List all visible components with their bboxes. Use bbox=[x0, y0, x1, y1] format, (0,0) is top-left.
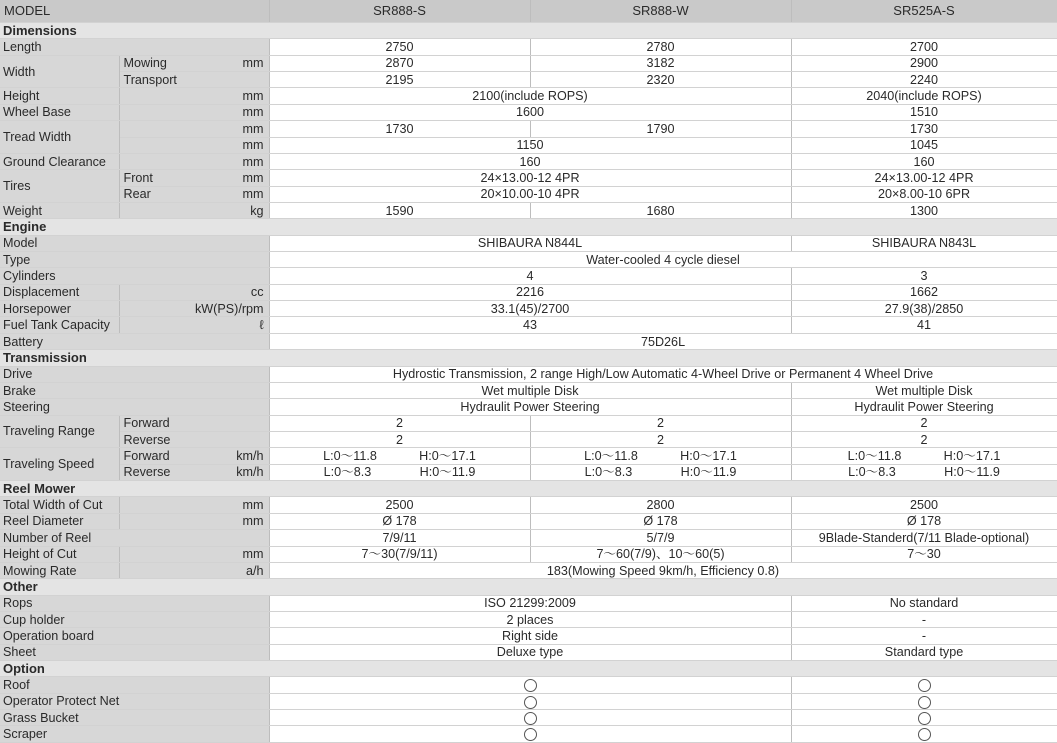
row-label: Height of Cut bbox=[0, 546, 119, 562]
row-label: Ground Clearance bbox=[0, 153, 119, 169]
spec-row-cup-holder bbox=[0, 611, 1057, 627]
spec-value: 1045 bbox=[791, 137, 1057, 153]
row-label: Brake bbox=[0, 382, 269, 398]
row-label: Horsepower bbox=[0, 301, 119, 317]
unit-label: kg bbox=[119, 202, 269, 218]
section-option bbox=[0, 661, 1057, 677]
spec-value: 75D26L bbox=[269, 333, 1057, 349]
spec-value: 33.1(45)/2700 bbox=[269, 301, 791, 317]
row-label: Cup holder bbox=[0, 611, 269, 627]
spec-row-operation-board bbox=[0, 628, 1057, 644]
spec-value: L:0〜11.8 H:0〜17.1 bbox=[269, 448, 530, 464]
section-engine bbox=[0, 219, 1057, 235]
spec-value: 2800 bbox=[530, 497, 791, 513]
row-label: Total Width of Cut bbox=[0, 497, 119, 513]
section-reel-mower bbox=[0, 481, 1057, 497]
spec-value: 2700 bbox=[791, 39, 1057, 55]
spec-value: 2240 bbox=[791, 72, 1057, 88]
spec-row-engine-model bbox=[0, 235, 1057, 251]
row-label: Battery bbox=[0, 333, 269, 349]
spec-value: Wet multiple Disk bbox=[269, 382, 791, 398]
row-sublabel: Mowing mm bbox=[119, 55, 269, 71]
circle-icon bbox=[918, 712, 931, 725]
spec-value: 7〜60(7/9)、10〜60(5) bbox=[530, 546, 791, 562]
row-sublabel: Forward km/h bbox=[119, 448, 269, 464]
spec-row-tread-front bbox=[0, 121, 1057, 137]
spec-row-speed-forward bbox=[0, 448, 1057, 464]
section-transmission bbox=[0, 350, 1057, 366]
spec-row-steering bbox=[0, 399, 1057, 415]
spec-row-mowing-rate bbox=[0, 562, 1057, 578]
spec-value: - bbox=[791, 628, 1057, 644]
spec-value: SHIBAURA N843L bbox=[791, 235, 1057, 251]
spec-value: Hydrostic Transmission, 2 range High/Low Automatic 4-Wheel Drive or Permanent 4 Wheel Drive bbox=[269, 366, 1057, 382]
row-label: Roof bbox=[0, 677, 269, 693]
spec-row-speed-reverse bbox=[0, 464, 1057, 480]
spec-value: No standard bbox=[791, 595, 1057, 611]
spec-row-fuel-tank bbox=[0, 317, 1057, 333]
row-label: Scraper bbox=[0, 726, 269, 742]
model-header-label: MODEL bbox=[0, 0, 269, 23]
spec-value: 27.9(38)/2850 bbox=[791, 301, 1057, 317]
row-label: Model bbox=[0, 235, 269, 251]
spec-value: 2 bbox=[530, 415, 791, 431]
circle-icon bbox=[524, 679, 537, 692]
available-mark bbox=[791, 693, 1057, 709]
row-sublabel: Forward bbox=[119, 415, 269, 431]
spec-value: 3182 bbox=[530, 55, 791, 71]
spec-row-reel-diameter bbox=[0, 513, 1057, 529]
spec-value: 1730 bbox=[269, 121, 530, 137]
spec-value: 2 bbox=[269, 415, 530, 431]
available-mark bbox=[269, 710, 791, 726]
row-label: Tread Width bbox=[0, 121, 119, 154]
spec-row-tires-rear bbox=[0, 186, 1057, 202]
spec-value: 2 bbox=[530, 431, 791, 447]
spec-value: Standard type bbox=[791, 644, 1057, 660]
row-label: Cylinders bbox=[0, 268, 269, 284]
spec-value: 7〜30(7/9/11) bbox=[269, 546, 530, 562]
row-label: Reel Diameter bbox=[0, 513, 119, 529]
row-sublabel: Reverse km/h bbox=[119, 464, 269, 480]
row-label: Width bbox=[0, 55, 119, 88]
spec-value: L:0〜8.3 H:0〜11.9 bbox=[791, 464, 1057, 480]
spec-row-height-of-cut bbox=[0, 546, 1057, 562]
section-title: Transmission bbox=[0, 350, 1057, 366]
spec-value: 2 bbox=[791, 415, 1057, 431]
unit-label: mm bbox=[119, 153, 269, 169]
spec-row-rops bbox=[0, 595, 1057, 611]
spec-value: L:0〜8.3 H:0〜11.9 bbox=[269, 464, 530, 480]
spec-value: Water-cooled 4 cycle diesel bbox=[269, 252, 1057, 268]
spec-row-horsepower bbox=[0, 301, 1057, 317]
row-label: Steering bbox=[0, 399, 269, 415]
row-label: Number of Reel bbox=[0, 530, 269, 546]
spec-row-displacement bbox=[0, 284, 1057, 300]
row-label: Mowing Rate bbox=[0, 562, 119, 578]
spec-value: 2 bbox=[791, 431, 1057, 447]
spec-value: 24×13.00-12 4PR bbox=[791, 170, 1057, 186]
row-sublabel: Front mm bbox=[119, 170, 269, 186]
spec-value: 1590 bbox=[269, 202, 530, 218]
spec-value: Hydraulit Power Steering bbox=[269, 399, 791, 415]
circle-icon bbox=[918, 696, 931, 709]
available-mark bbox=[269, 677, 791, 693]
circle-icon bbox=[524, 712, 537, 725]
spec-value: L:0〜8.3 H:0〜11.9 bbox=[530, 464, 791, 480]
spec-value: 2500 bbox=[791, 497, 1057, 513]
section-dimensions bbox=[0, 23, 1057, 39]
row-label: Weight bbox=[0, 202, 119, 218]
spec-value: 2750 bbox=[269, 39, 530, 55]
spec-value: 2216 bbox=[269, 284, 791, 300]
row-label: Displacement bbox=[0, 284, 119, 300]
spec-value: 2500 bbox=[269, 497, 530, 513]
spec-value: 1300 bbox=[791, 202, 1057, 218]
spec-value: Hydraulit Power Steering bbox=[791, 399, 1057, 415]
spec-row-sheet bbox=[0, 644, 1057, 660]
available-mark bbox=[791, 677, 1057, 693]
spec-value: 3 bbox=[791, 268, 1057, 284]
spec-value: 183(Mowing Speed 9km/h, Efficiency 0.8) bbox=[269, 562, 1057, 578]
spec-value: 2 bbox=[269, 431, 530, 447]
unit-label: mm bbox=[119, 546, 269, 562]
row-label: Type bbox=[0, 252, 269, 268]
row-label: Operator Protect Net bbox=[0, 693, 269, 709]
model-name-sr888-w: SR888-W bbox=[530, 0, 791, 23]
spec-value: 2100(include ROPS) bbox=[269, 88, 791, 104]
spec-value: 1680 bbox=[530, 202, 791, 218]
unit-label: mm bbox=[119, 137, 269, 153]
row-label: Length bbox=[0, 39, 269, 55]
available-mark bbox=[791, 710, 1057, 726]
spec-value: 160 bbox=[791, 153, 1057, 169]
spec-value: Right side bbox=[269, 628, 791, 644]
spec-row-length bbox=[0, 39, 1057, 55]
unit-label: cc bbox=[119, 284, 269, 300]
unit-label: kW(PS)/rpm bbox=[119, 301, 269, 317]
section-title: Engine bbox=[0, 219, 1057, 235]
row-label: Rops bbox=[0, 595, 269, 611]
unit-label: a/h bbox=[119, 562, 269, 578]
spec-value: 1600 bbox=[269, 104, 791, 120]
spec-value: 20×8.00-10 6PR bbox=[791, 186, 1057, 202]
unit-label: mm bbox=[119, 513, 269, 529]
spec-value: 2040(include ROPS) bbox=[791, 88, 1057, 104]
spec-value: 4 bbox=[269, 268, 791, 284]
model-header-row bbox=[0, 0, 1057, 23]
row-sublabel: Reverse bbox=[119, 431, 269, 447]
spec-row-weight bbox=[0, 202, 1057, 218]
spec-row-roof bbox=[0, 677, 1057, 693]
spec-row-cylinders bbox=[0, 268, 1057, 284]
spec-value: 160 bbox=[269, 153, 791, 169]
row-label: Sheet bbox=[0, 644, 269, 660]
model-name-sr525a-s: SR525A-S bbox=[791, 0, 1057, 23]
spec-value: Ø 178 bbox=[530, 513, 791, 529]
row-label: Wheel Base bbox=[0, 104, 119, 120]
unit-label: mm bbox=[119, 121, 269, 137]
spec-row-engine-type bbox=[0, 252, 1057, 268]
spec-value: - bbox=[791, 611, 1057, 627]
spec-value: 1790 bbox=[530, 121, 791, 137]
row-label: Traveling Speed bbox=[0, 448, 119, 481]
spec-value: Wet multiple Disk bbox=[791, 382, 1057, 398]
row-label: Drive bbox=[0, 366, 269, 382]
spec-value: 7〜30 bbox=[791, 546, 1057, 562]
spec-row-range-forward bbox=[0, 415, 1057, 431]
spec-value: 2870 bbox=[269, 55, 530, 71]
spec-row-tires-front bbox=[0, 170, 1057, 186]
row-sublabel: Rear mm bbox=[119, 186, 269, 202]
model-name-sr888-s: SR888-S bbox=[269, 0, 530, 23]
row-label: Grass Bucket bbox=[0, 710, 269, 726]
available-mark bbox=[269, 726, 791, 742]
spec-value: L:0〜11.8 H:0〜17.1 bbox=[791, 448, 1057, 464]
spec-row-operator-protect-net bbox=[0, 693, 1057, 709]
spec-value: 9Blade-Standerd(7/11 Blade-optional) bbox=[791, 530, 1057, 546]
row-label: Height bbox=[0, 88, 119, 104]
spec-row-wheel-base bbox=[0, 104, 1057, 120]
spec-value: 20×10.00-10 4PR bbox=[269, 186, 791, 202]
section-title: Dimensions bbox=[0, 23, 1057, 39]
spec-value: 2900 bbox=[791, 55, 1057, 71]
spec-row-scraper bbox=[0, 726, 1057, 742]
spec-row-width-mowing bbox=[0, 55, 1057, 71]
circle-icon bbox=[524, 696, 537, 709]
spec-value: Deluxe type bbox=[269, 644, 791, 660]
circle-icon bbox=[918, 728, 931, 741]
spec-row-battery bbox=[0, 333, 1057, 349]
spec-row-tread-rear bbox=[0, 137, 1057, 153]
spec-row-number-of-reel bbox=[0, 530, 1057, 546]
section-other bbox=[0, 579, 1057, 595]
spec-value: 1730 bbox=[791, 121, 1057, 137]
spec-value: 1150 bbox=[269, 137, 791, 153]
spec-row-height bbox=[0, 88, 1057, 104]
spec-value: 24×13.00-12 4PR bbox=[269, 170, 791, 186]
spec-row-drive bbox=[0, 366, 1057, 382]
spec-value: 41 bbox=[791, 317, 1057, 333]
section-title: Reel Mower bbox=[0, 481, 1057, 497]
spec-row-ground-clearance bbox=[0, 153, 1057, 169]
row-sublabel: Transport bbox=[119, 72, 269, 88]
circle-icon bbox=[524, 728, 537, 741]
row-label: Tires bbox=[0, 170, 119, 203]
spec-value: 7/9/11 bbox=[269, 530, 530, 546]
spec-value: 1662 bbox=[791, 284, 1057, 300]
spec-value: Ø 178 bbox=[269, 513, 530, 529]
spec-value: 2195 bbox=[269, 72, 530, 88]
unit-label: ℓ bbox=[119, 317, 269, 333]
spec-value: ISO 21299:2009 bbox=[269, 595, 791, 611]
spec-row-range-reverse bbox=[0, 431, 1057, 447]
unit-label: mm bbox=[119, 104, 269, 120]
spec-value: Ø 178 bbox=[791, 513, 1057, 529]
unit-label: mm bbox=[119, 497, 269, 513]
spec-value: 2780 bbox=[530, 39, 791, 55]
available-mark bbox=[269, 693, 791, 709]
spec-row-grass-bucket bbox=[0, 710, 1057, 726]
circle-icon bbox=[918, 679, 931, 692]
spec-value: 5/7/9 bbox=[530, 530, 791, 546]
available-mark bbox=[791, 726, 1057, 742]
spec-value: 2 places bbox=[269, 611, 791, 627]
row-label: Operation board bbox=[0, 628, 269, 644]
spec-value: L:0〜11.8 H:0〜17.1 bbox=[530, 448, 791, 464]
spec-value: 1510 bbox=[791, 104, 1057, 120]
spec-value: 2320 bbox=[530, 72, 791, 88]
row-label: Traveling Range bbox=[0, 415, 119, 448]
unit-label: mm bbox=[119, 88, 269, 104]
spec-value: 43 bbox=[269, 317, 791, 333]
section-title: Other bbox=[0, 579, 1057, 595]
spec-value: SHIBAURA N844L bbox=[269, 235, 791, 251]
section-title: Option bbox=[0, 661, 1057, 677]
spec-row-brake bbox=[0, 382, 1057, 398]
row-label: Fuel Tank Capacity bbox=[0, 317, 119, 333]
spec-row-width-transport bbox=[0, 72, 1057, 88]
spec-row-total-width bbox=[0, 497, 1057, 513]
